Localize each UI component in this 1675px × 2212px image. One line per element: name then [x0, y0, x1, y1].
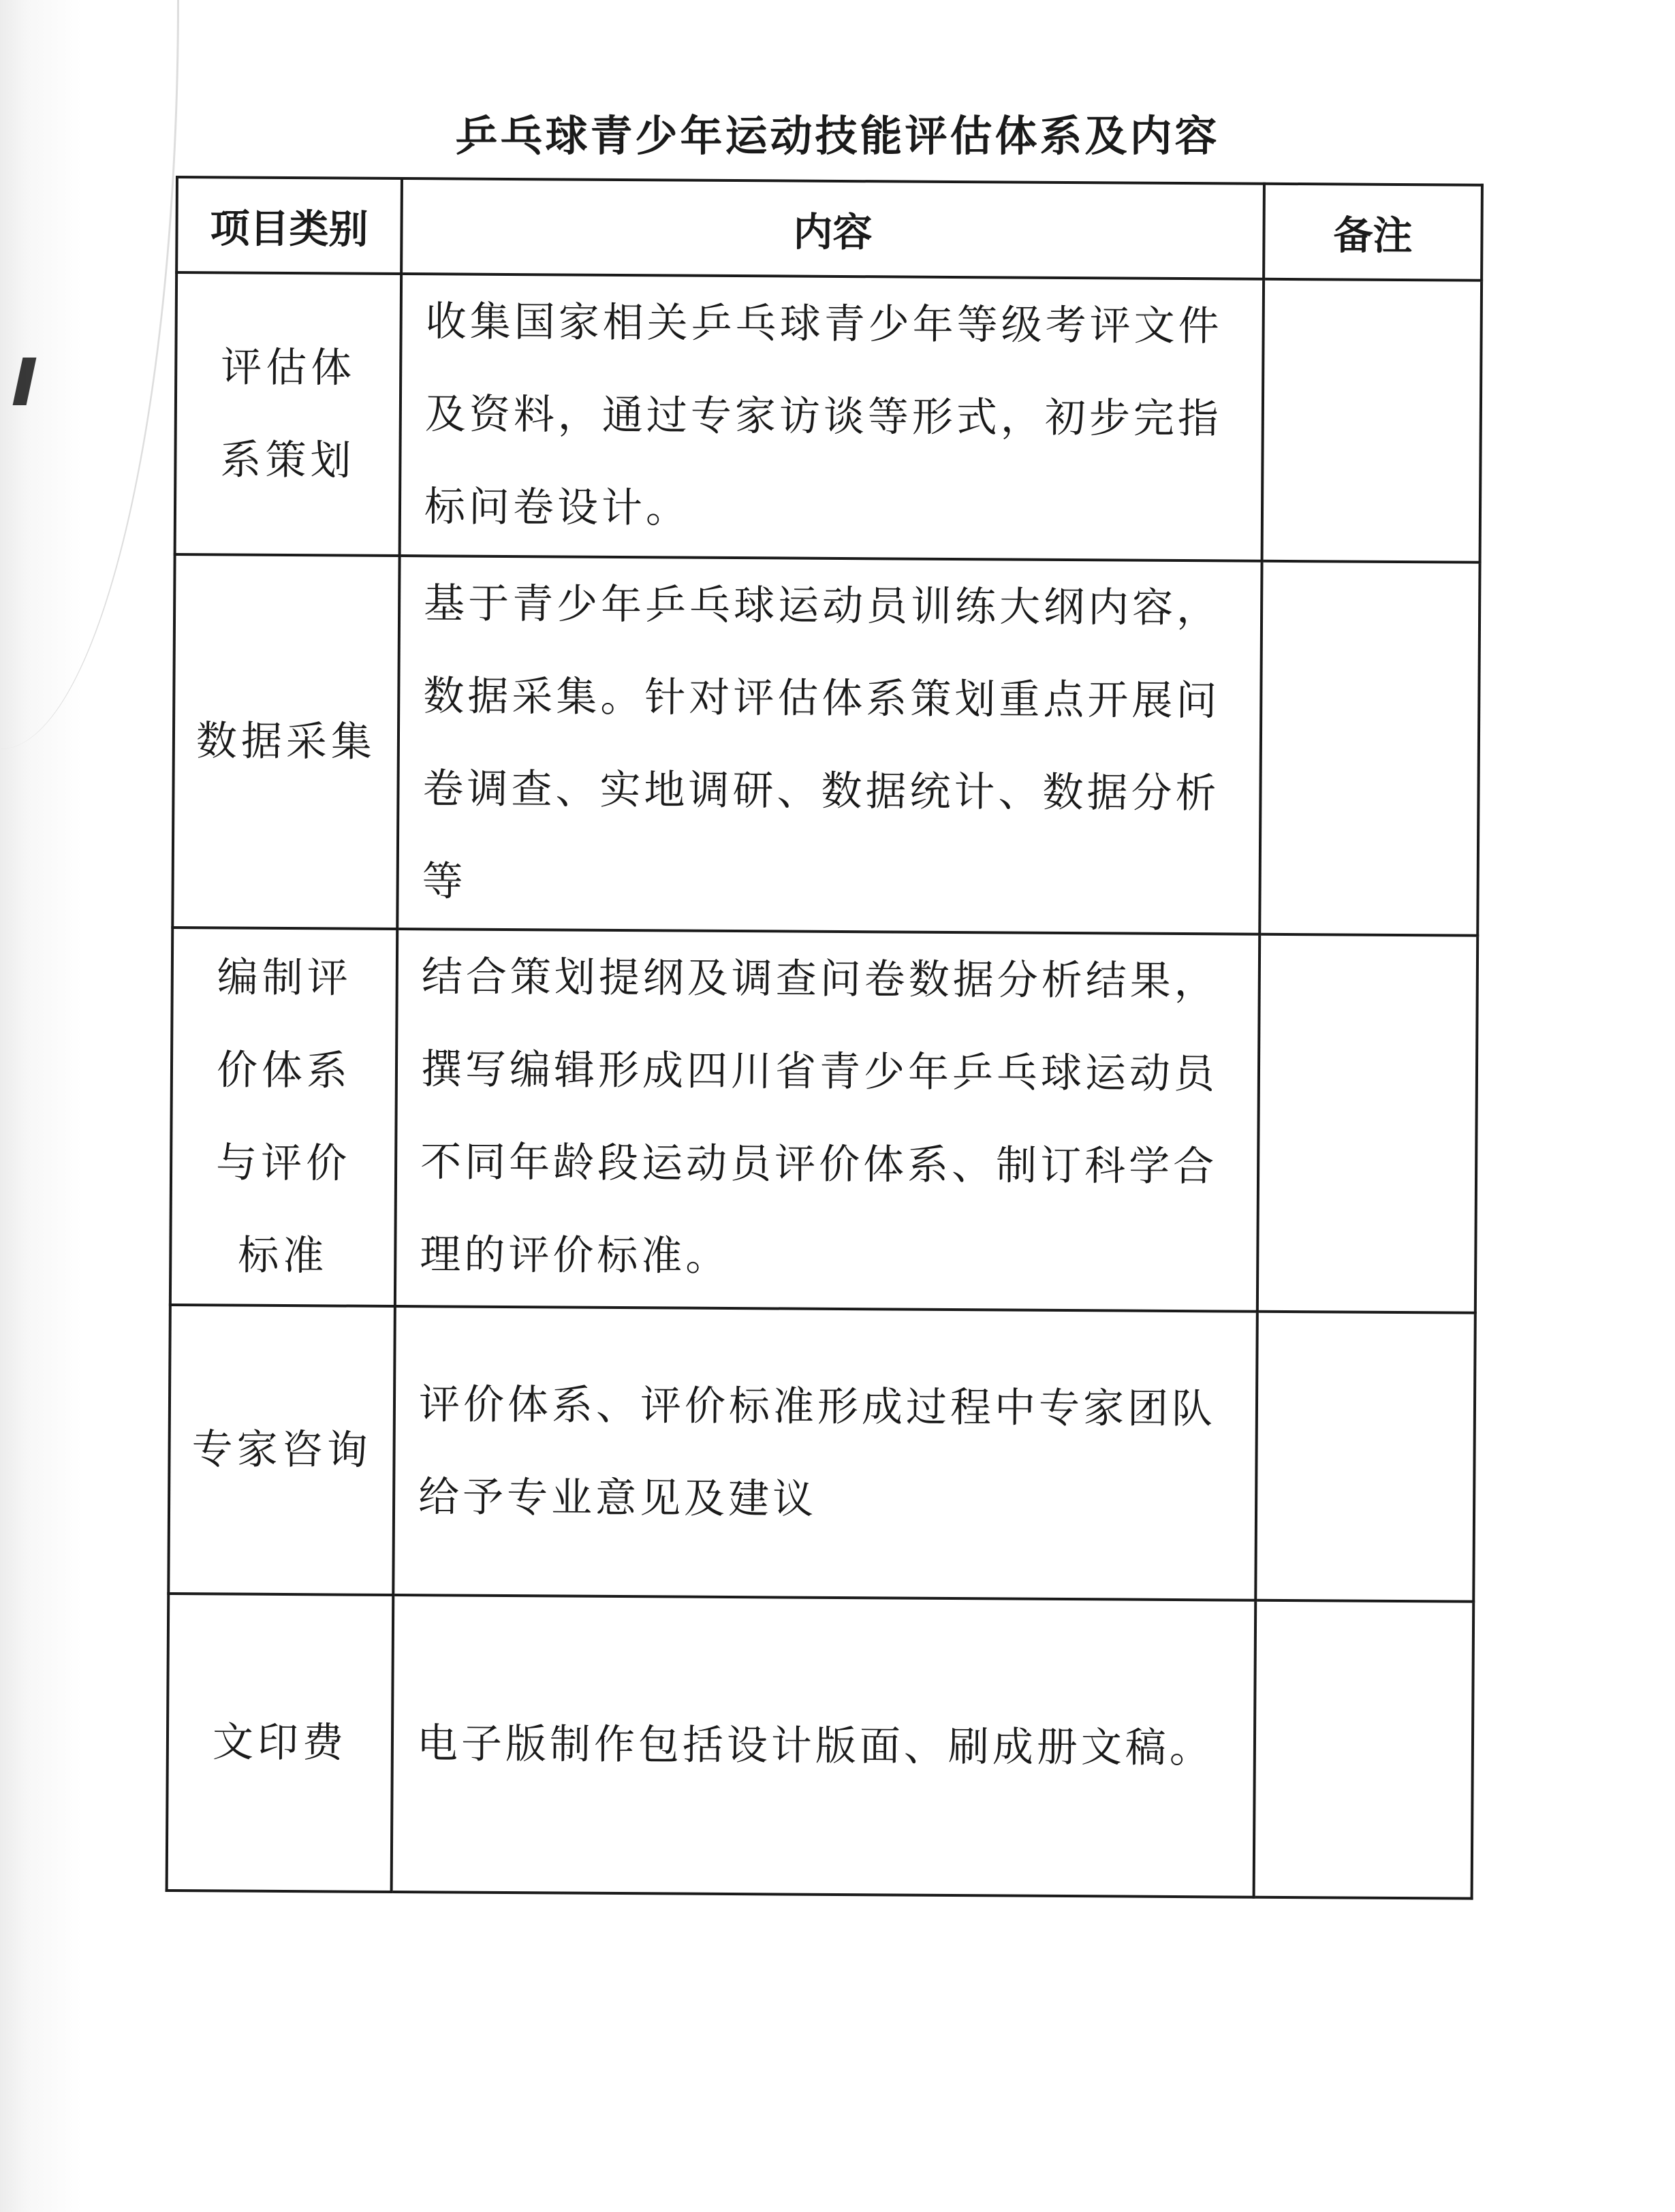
note-cell — [1257, 934, 1477, 1313]
document-title: 乒乓球青少年运动技能评估体系及内容 — [455, 111, 1220, 161]
note-cell — [1254, 1600, 1474, 1899]
note-cell — [1255, 1312, 1475, 1602]
category-text: 文印费 — [212, 1718, 348, 1767]
category-text: 数据采集 — [195, 717, 377, 766]
category-text: 评估体系策划 — [220, 343, 356, 485]
content-cell: 收集国家相关乒乓球青少年等级考评文件及资料，通过专家访谈等形式，初步完指标问卷设计。 — [400, 274, 1264, 561]
table-row — [170, 928, 1477, 1313]
header-content: 内容 — [401, 178, 1264, 279]
category-cell — [167, 1594, 394, 1892]
header-note: 备注 — [1264, 184, 1482, 281]
content-cell: 基于青少年乒乓球运动员训练大纲内容，数据采集。针对评估体系策划重点开展问卷调查、实地调研、数据统计、数据分析等 — [397, 556, 1262, 934]
header-category: 项目类别 — [176, 177, 402, 274]
note-cell — [1259, 561, 1480, 936]
category-text: 编制评价体系与评价标准 — [215, 953, 353, 1280]
category-cell — [172, 554, 399, 929]
content-cell: 结合策划提纲及调查问卷数据分析结果，撰写编辑形成四川省青少年乒乓球运动员不同年龄段运动员评价体系、制订科学合理的评价标准。 — [395, 929, 1259, 1312]
content-cell: 评价体系、评价标准形成过程中专家团队给予专业意见及建议 — [393, 1306, 1257, 1600]
category-cell — [170, 928, 397, 1306]
table-header-row — [176, 177, 1482, 281]
note-cell — [1262, 279, 1482, 563]
table-row — [172, 554, 1480, 936]
category-cell — [168, 1305, 395, 1595]
evaluation-table — [166, 176, 1484, 1900]
content-cell: 电子版制作包括设计版面、刷成册文稿。 — [392, 1595, 1256, 1897]
table-row — [167, 1594, 1474, 1899]
category-text: 专家咨询 — [191, 1425, 372, 1474]
table-row — [168, 1305, 1475, 1602]
category-cell — [175, 272, 402, 556]
table-row — [175, 272, 1482, 563]
